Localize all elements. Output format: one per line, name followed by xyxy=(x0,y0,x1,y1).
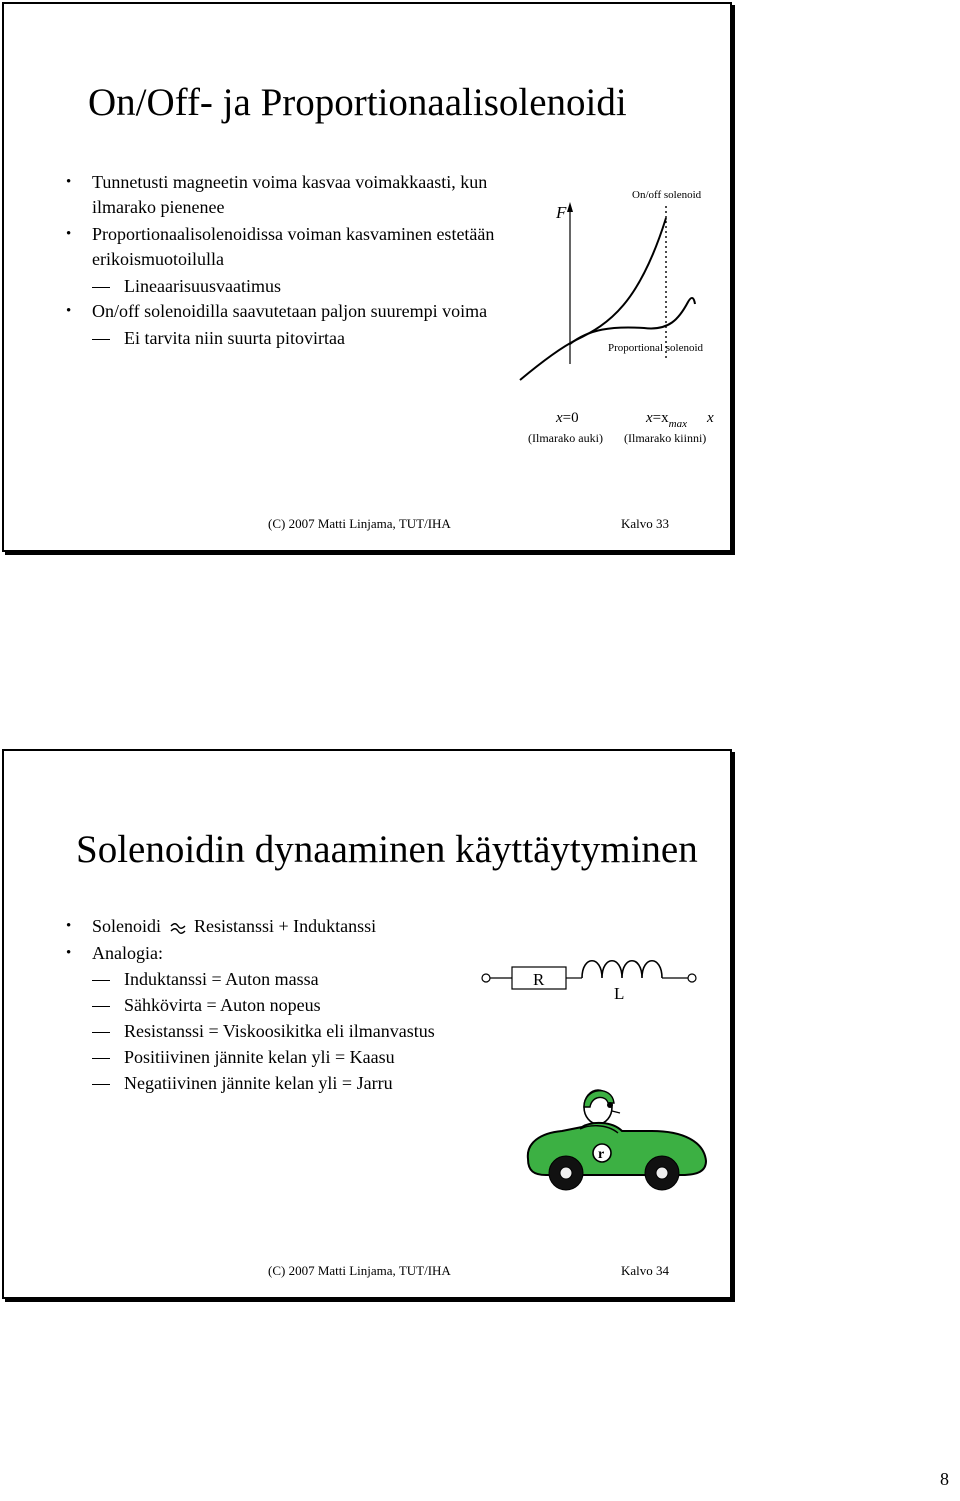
approx-equal-icon xyxy=(170,922,186,934)
bullet-text-equivalent: Resistanssi + Induktanssi xyxy=(194,916,377,936)
terminal-right xyxy=(688,974,696,982)
footer-copyright: (C) 2007 Matti Linjama, TUT/IHA xyxy=(268,1263,451,1278)
footer-copyright: (C) 2007 Matti Linjama, TUT/IHA xyxy=(268,516,451,531)
xmax-caption: (Ilmarako kiinni) xyxy=(624,431,707,445)
sub-bullet-item: Negatiivinen jännite kelan yli = Jarru xyxy=(66,1071,486,1096)
x0-label: x=0 xyxy=(556,410,579,426)
sub-bullet-item: Resistanssi = Viskoosikitka eli ilmanvastus xyxy=(66,1019,486,1044)
sub-bullet-item: Ei tarvita niin suurta pitovirtaa xyxy=(66,326,506,351)
slide-footer xyxy=(4,510,730,550)
slide-33 xyxy=(2,2,732,552)
onoff-curve xyxy=(520,218,666,380)
force-displacement-diagram xyxy=(504,174,732,454)
inductor-icon xyxy=(582,961,662,978)
proportional-label: Proportional solenoid xyxy=(608,342,704,354)
x0-caption: (Ilmarako auki) xyxy=(528,431,603,445)
bullet-item: • Tunnetusti magneetin voima kasvaa voimakkaasti, kun ilmarako pienenee xyxy=(66,170,506,220)
bullet-item: • On/off solenoidilla saavutetaan paljon suurempi voima xyxy=(66,299,506,324)
xmax-label: $x=x_{max}$ xyxy=(646,410,687,430)
sub-bullet-item: Sähkövirta = Auton nopeus xyxy=(66,993,486,1018)
bullet-list xyxy=(66,914,486,1096)
y-axis-arrow xyxy=(567,202,573,212)
car-badge-letter: r xyxy=(598,1147,605,1162)
slide-title: On/Off- ja Proportionaalisolenoidi xyxy=(88,81,627,124)
car-illustration xyxy=(522,1081,712,1191)
footer-slide-number: Kalvo 33 xyxy=(621,516,670,531)
sub-bullet-item: Induktanssi = Auton massa xyxy=(66,967,486,992)
resistor-label: R xyxy=(533,970,545,989)
bullet-text-solenoid: Solenoidi xyxy=(92,916,162,936)
slide-34 xyxy=(2,749,732,1299)
sub-bullet-item: Positiivinen jännite kelan yli = Kaasu xyxy=(66,1045,486,1070)
bullet-item: • Proportionaalisolenoidissa voiman kasvaminen estetään erikoismuotoilulla xyxy=(66,222,506,272)
x-axis-label: x xyxy=(707,410,714,426)
page-number: 8 xyxy=(940,1469,949,1489)
footer-slide-number: Kalvo 34 xyxy=(621,1263,670,1278)
slide-title: Solenoidin dynaaminen käyttäytyminen xyxy=(76,828,698,871)
slide-footer xyxy=(4,1257,730,1297)
onoff-label: On/off solenoid xyxy=(632,189,702,201)
y-axis-label: F xyxy=(556,203,567,222)
bullet-item: • Analogia: xyxy=(66,941,486,966)
proportional-curve xyxy=(570,298,695,344)
bullet-item xyxy=(66,914,486,939)
terminal-left xyxy=(482,974,490,982)
sub-bullet-item: Lineaarisuusvaatimus xyxy=(66,274,506,299)
bullet-list xyxy=(66,170,506,351)
rl-circuit-diagram xyxy=(476,941,706,1011)
inductor-label: L xyxy=(614,984,625,1003)
